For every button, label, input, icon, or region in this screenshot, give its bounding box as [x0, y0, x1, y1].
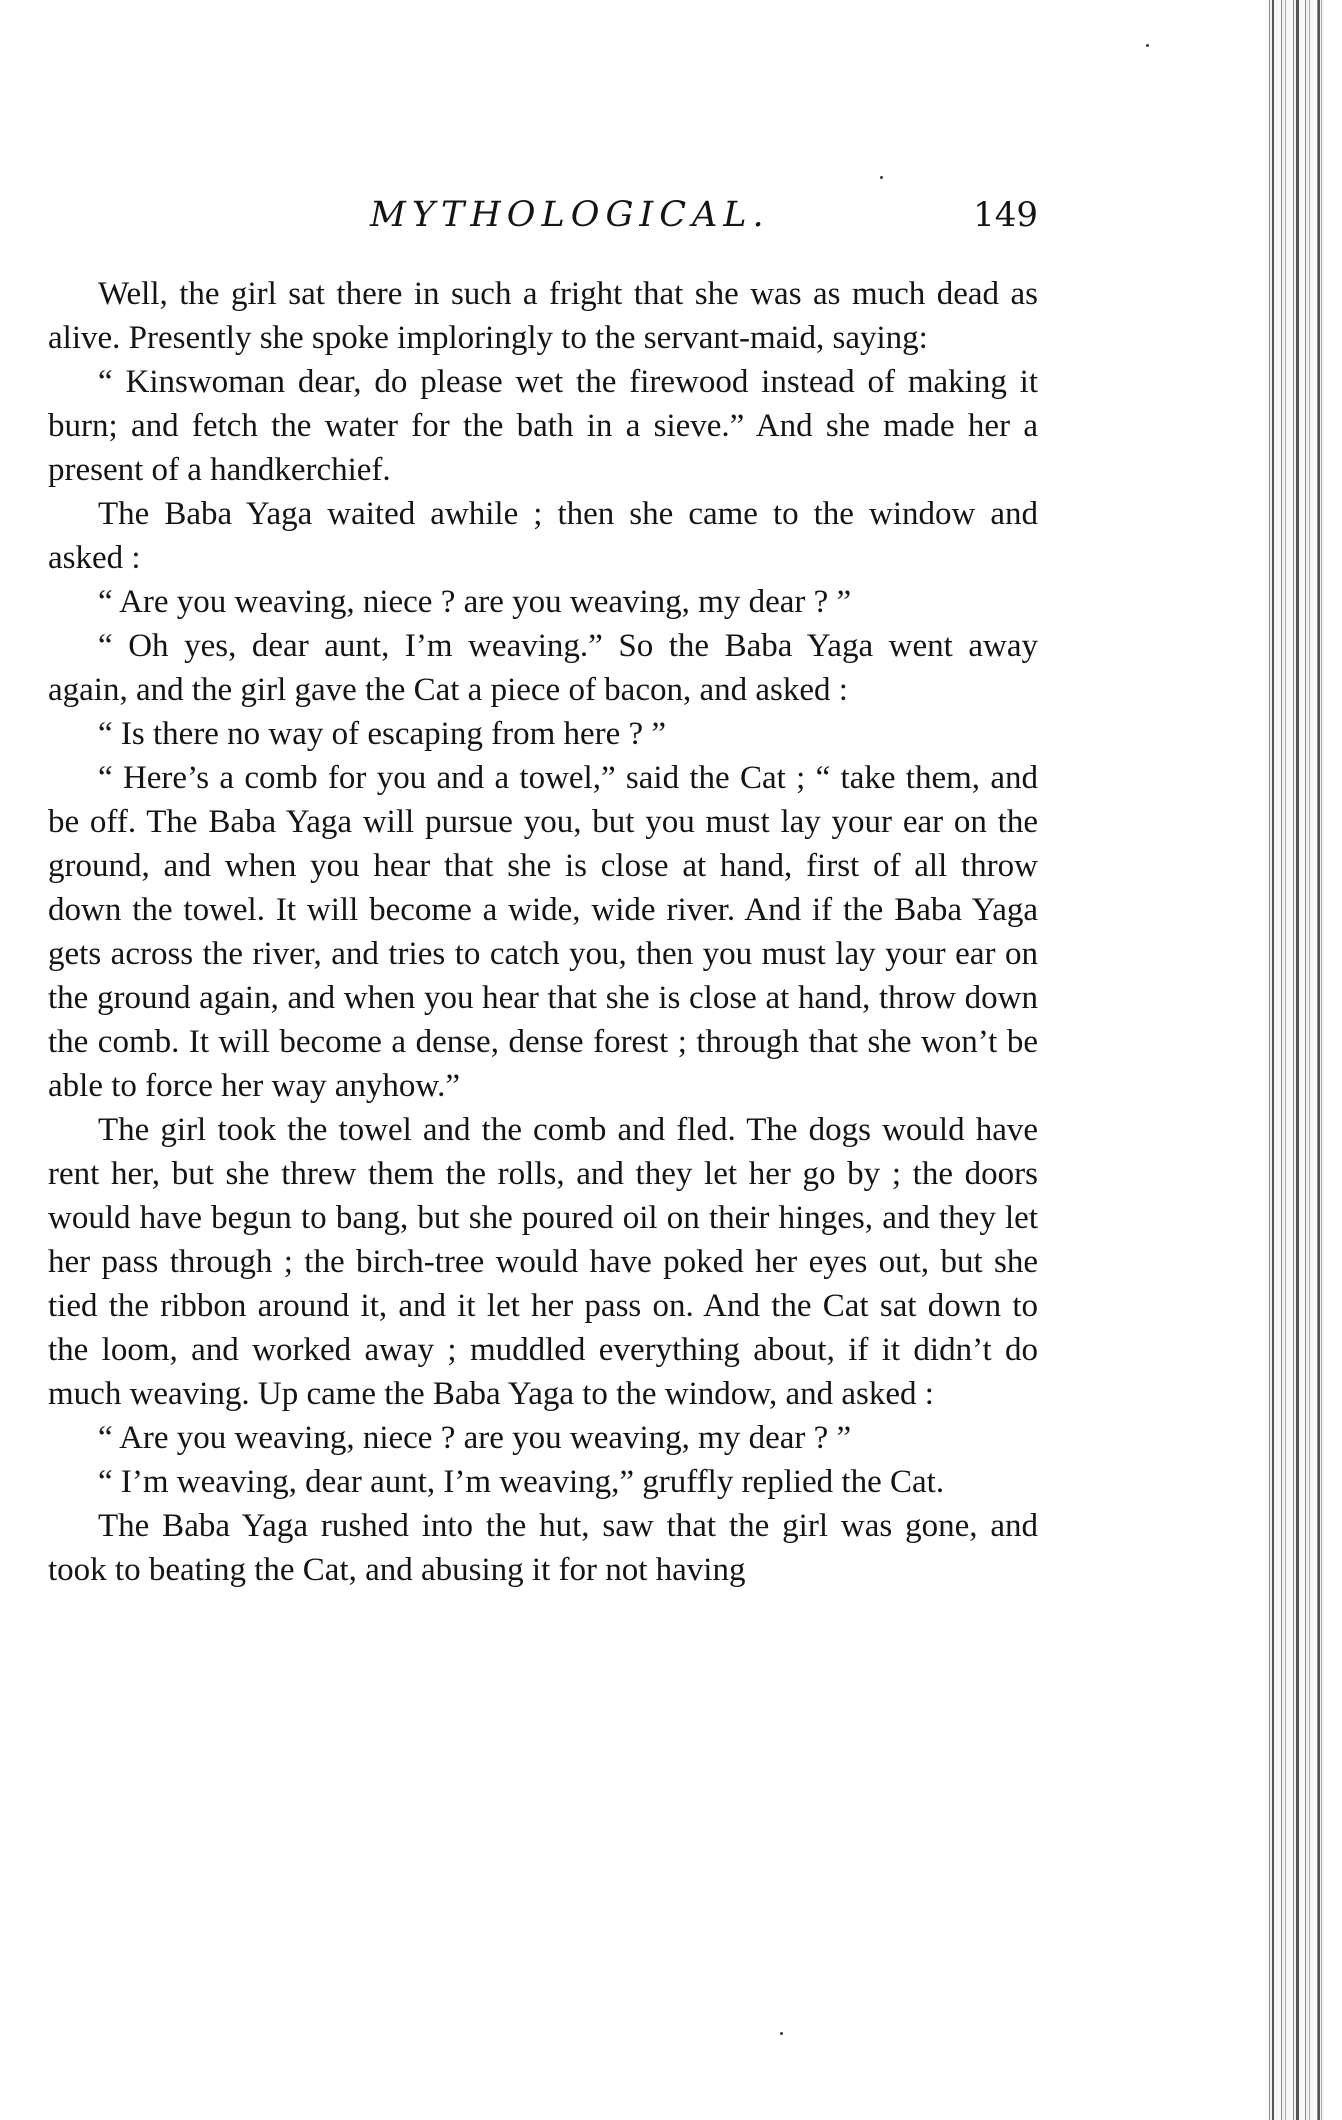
- speck-mark: [780, 2032, 783, 2035]
- speck-mark: [1146, 44, 1149, 47]
- paragraph: “ Is there no way of escaping from here ? ”: [98, 716, 667, 752]
- running-head: MYTHOLOGICAL.: [370, 195, 770, 235]
- paragraph: “ I’m weaving, dear aunt, I’m weaving,” gruffly replied the Cat.: [98, 1464, 945, 1500]
- speck-mark: [880, 176, 883, 179]
- gutter-line: [1296, 0, 1299, 2120]
- paragraph: “ Here’s a comb for you and a towel,” said the Cat ; “ take them, and be off. The Baba Yaga will pursue you, but you must lay your ear on the ground, and when you hear that she is close at hand, first of all throw down the towel. It will become a wide, wide river. And if the Baba Yaga gets across the river, and tries to catch you, then you must lay your ear on the ground again, and when you hear that she is close at hand, throw down the comb. It will become a dense, dense forest ; through that she won’t be able to force her way anyhow.”: [48, 760, 1038, 1104]
- paragraph: The girl took the towel and the comb and fled. The dogs would have rent her, but she threw them the rolls, and they let her go by ; the doors would have begun to bang, but she poured oil on their hinges, and they let her pass through ; the birch-tree would have poked her eyes out, but she tied the ribbon around it, and it let her pass on. And the Cat sat down to the loom, and worked away ; muddled everything about, if it didn’t do much weaving. Up came the Baba Yaga to the window, and asked :: [48, 1112, 1038, 1412]
- gutter-line: [1318, 0, 1320, 2120]
- body-text: [48, 272, 1038, 1592]
- paragraph: “ Oh yes, dear aunt, I’m weaving.” So the Baba Yaga went away again, and the girl gave the Cat a piece of bacon, and asked :: [48, 628, 1038, 708]
- paragraph: The Baba Yaga waited awhile ; then she came to the window and asked :: [48, 496, 1038, 576]
- gutter-line: [1272, 0, 1274, 2120]
- paragraph: “ Kinswoman dear, do please wet the firewood instead of making it burn; and fetch the water for the bath in a sieve.” And she made her a present of a handkerchief.: [48, 364, 1038, 488]
- paragraph: “ Are you weaving, niece ? are you weaving, my dear ? ”: [98, 1420, 852, 1456]
- page-header: [48, 192, 1038, 238]
- page-number: 149: [973, 195, 1038, 235]
- paragraph: The Baba Yaga rushed into the hut, saw that the girl was gone, and took to beating the Cat, and abusing it for not having: [48, 1508, 1038, 1588]
- binding-gutter: [1266, 0, 1324, 2120]
- paragraph: “ Are you weaving, niece ? are you weaving, my dear ? ”: [98, 584, 852, 620]
- paragraph: Well, the girl sat there in such a fright that she was as much dead as alive. Presently she spoke imploringly to the servant-maid, saying:: [48, 276, 1038, 356]
